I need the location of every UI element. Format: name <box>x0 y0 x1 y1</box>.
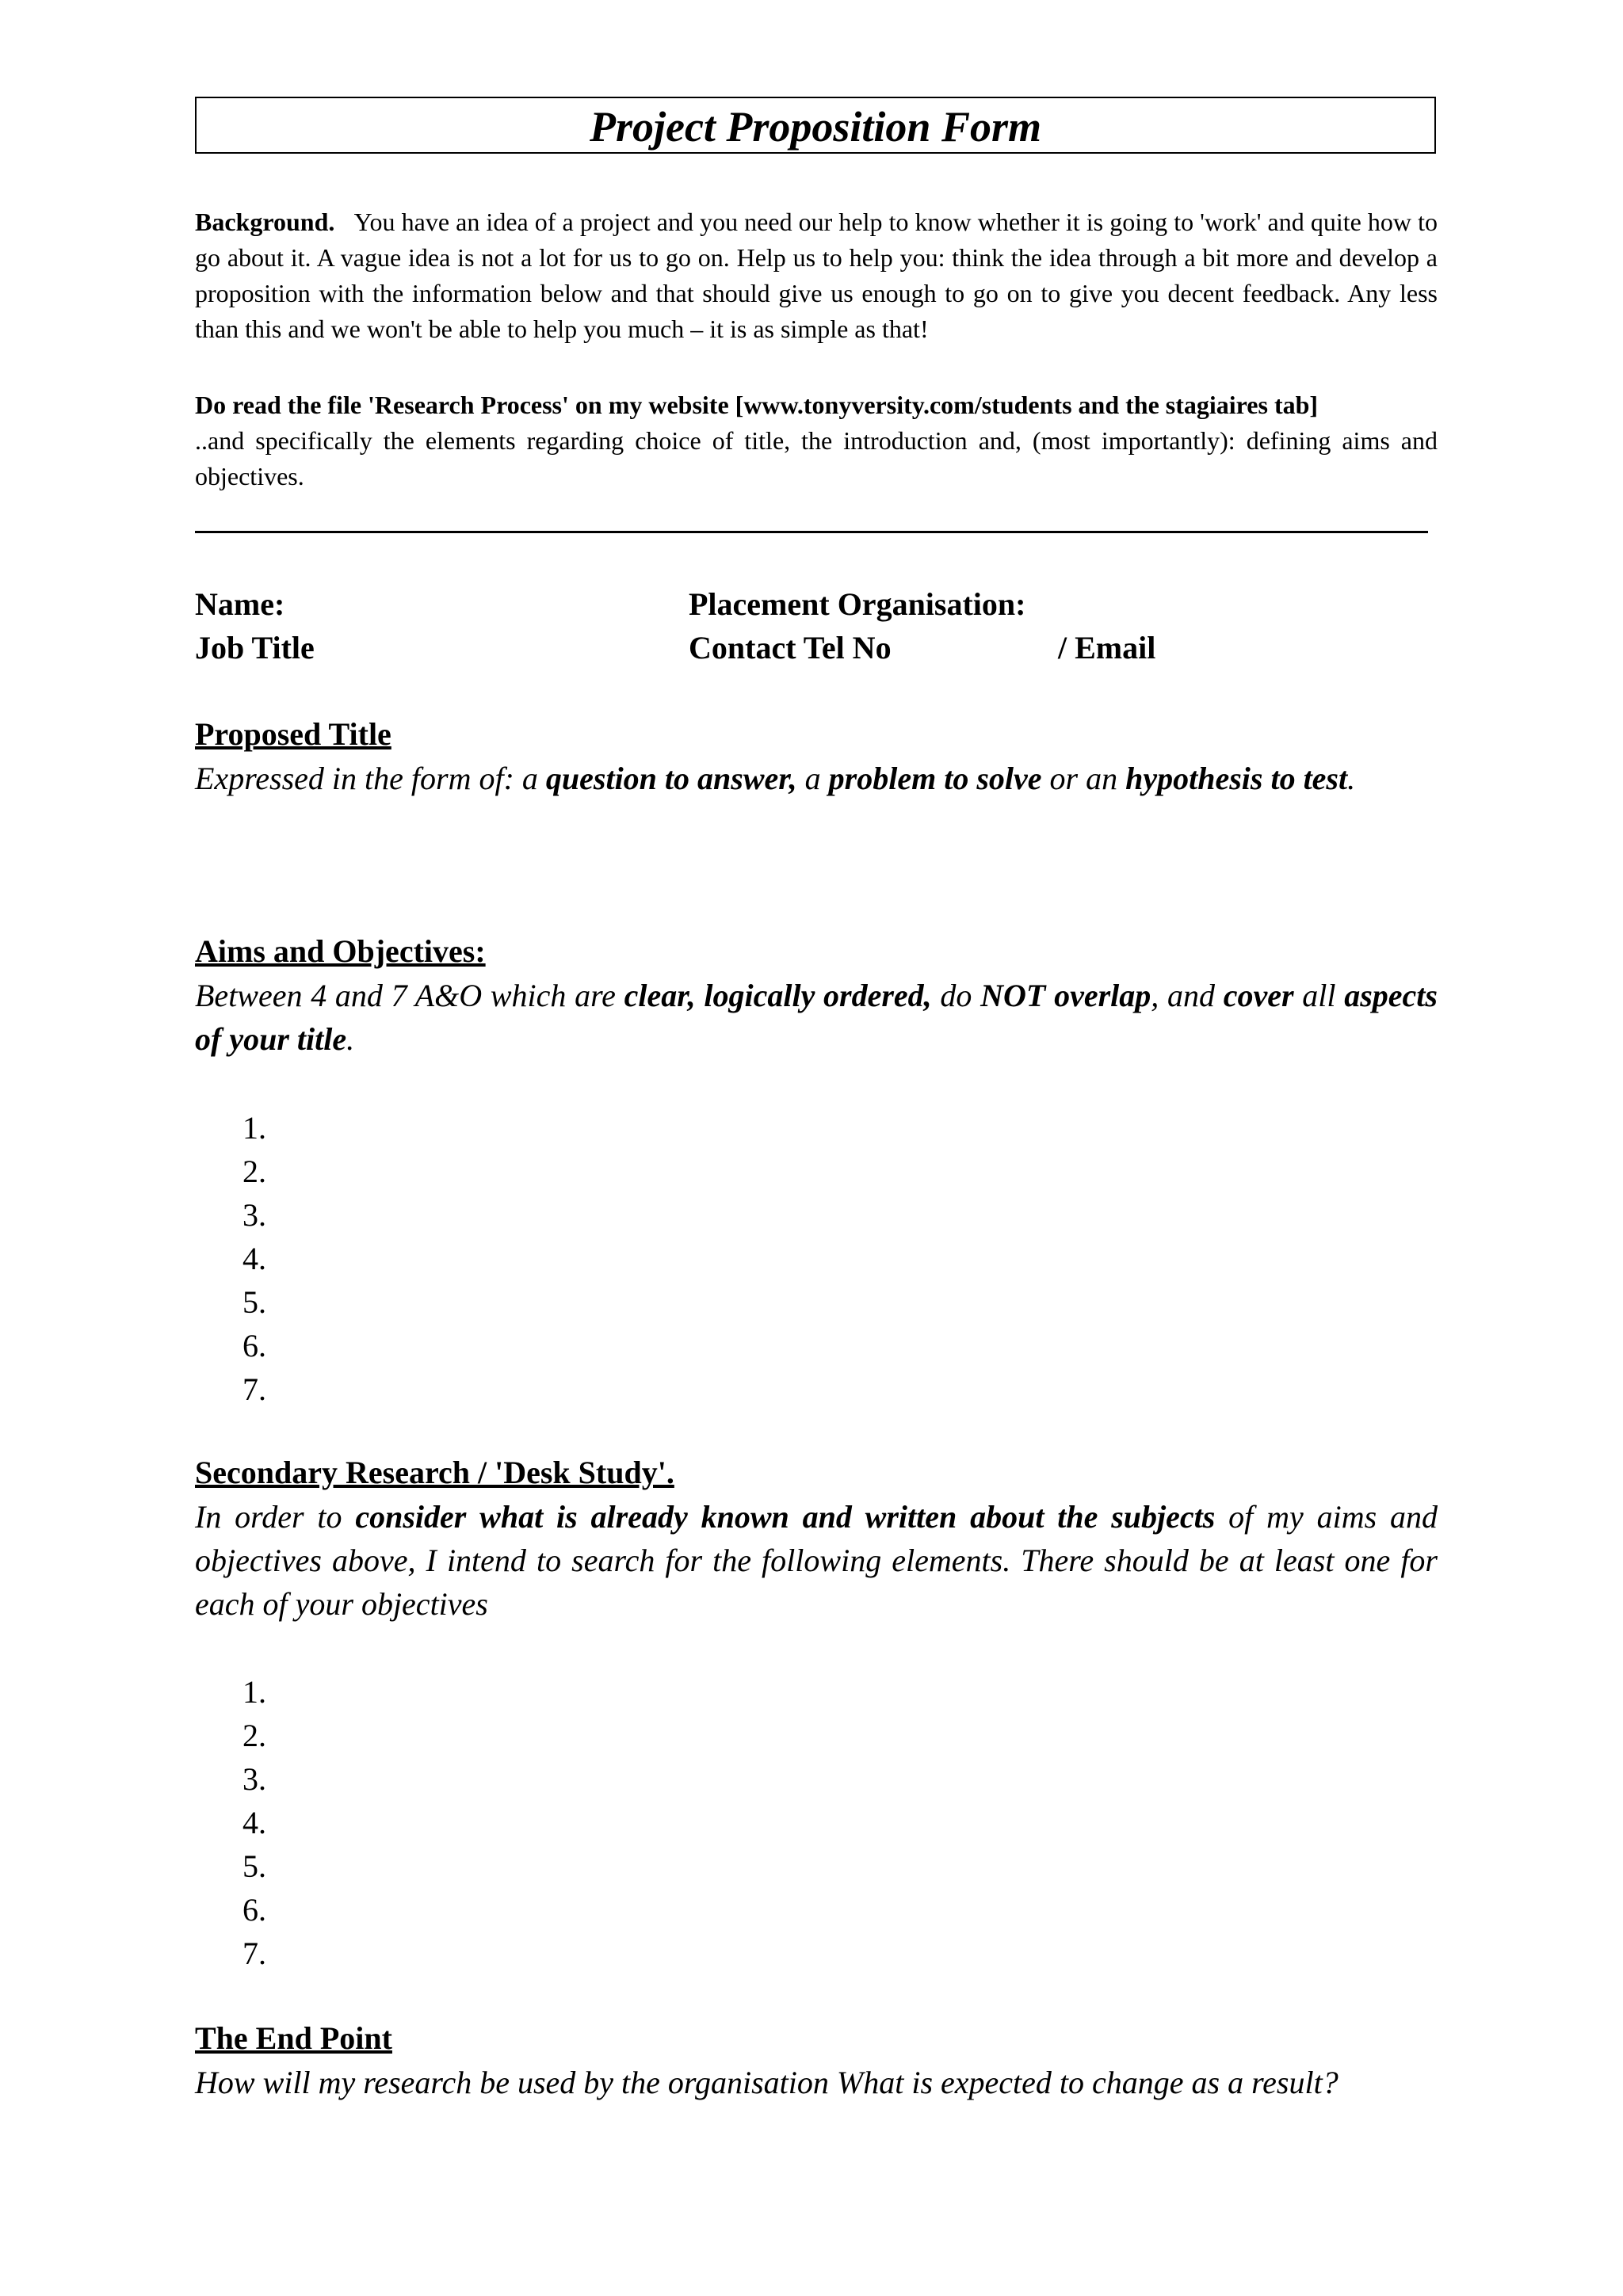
secondary-research-instruction: In order to consider what is already known and written about the subjects of my aims and objectives above, I intend to search for the following elements. There should be at least one for each of your objectives <box>195 1499 1438 1622</box>
list-item: 2. <box>242 1718 266 1753</box>
divider-line <box>195 531 1428 533</box>
name-field-label: Name: <box>195 586 285 622</box>
read-note-bold: Do read the file 'Research Process' on my website [www.tonyversity.com/students and the stagiaires tab] <box>195 391 1319 419</box>
proposed-title-instruction: Expressed in the form of: a question to answer, a problem to solve or an hypothesis to test. <box>195 761 1356 796</box>
secondary-research-heading: Secondary Research / 'Desk Study'. <box>195 1455 674 1490</box>
end-point-heading: The End Point <box>195 2020 392 2056</box>
list-item: 2. <box>242 1154 266 1189</box>
list-item: 6. <box>242 1892 266 1928</box>
background-label: Background. <box>195 208 335 236</box>
list-item: 7. <box>242 1371 266 1407</box>
list-item: 4. <box>242 1241 266 1276</box>
list-item: 7. <box>242 1936 266 1971</box>
end-point-question: How will my research be used by the organisation What is expected to change as a result? <box>195 2065 1338 2100</box>
list-item: 1. <box>242 1674 266 1710</box>
list-item: 1. <box>242 1110 266 1146</box>
list-item: 4. <box>242 1805 266 1840</box>
aims-instruction: Between 4 and 7 A&O which are clear, logically ordered, do NOT overlap, and cover all aspects of your title. <box>195 978 1438 1057</box>
proposed-title-heading: Proposed Title <box>195 716 391 752</box>
read-note-paragraph <box>195 387 1438 494</box>
list-item: 5. <box>242 1848 266 1884</box>
placement-field-label: Placement Organisation: <box>689 586 1026 622</box>
email-field-label: / Email <box>1058 630 1156 666</box>
job-title-field-label: Job Title <box>195 630 315 666</box>
list-item: 3. <box>242 1761 266 1797</box>
read-note-text: ..and specifically the elements regarding choice of title, the introduction and, (most importantly): defining aims and objectives. <box>195 426 1438 490</box>
form-title: Project Proposition Form <box>195 97 1436 154</box>
list-item: 6. <box>242 1328 266 1363</box>
aims-list <box>242 1106 266 1411</box>
secondary-research-list <box>242 1670 266 1975</box>
list-item: 5. <box>242 1284 266 1320</box>
background-paragraph <box>195 204 1438 347</box>
background-text: You have an idea of a project and you need our help to know whether it is going to 'work' and quite how to go about it. A vague idea is not a lot for us to go on. Help us to help you: think the idea through a bit more and develop a proposition with the information below and that should give us enough to go on to give you decent feedback. Any less than this and we won't be able to help you much – it is as simple as that! <box>195 208 1438 343</box>
contact-field-label: Contact Tel No <box>689 630 892 666</box>
aims-heading: Aims and Objectives: <box>195 933 486 969</box>
list-item: 3. <box>242 1197 266 1233</box>
